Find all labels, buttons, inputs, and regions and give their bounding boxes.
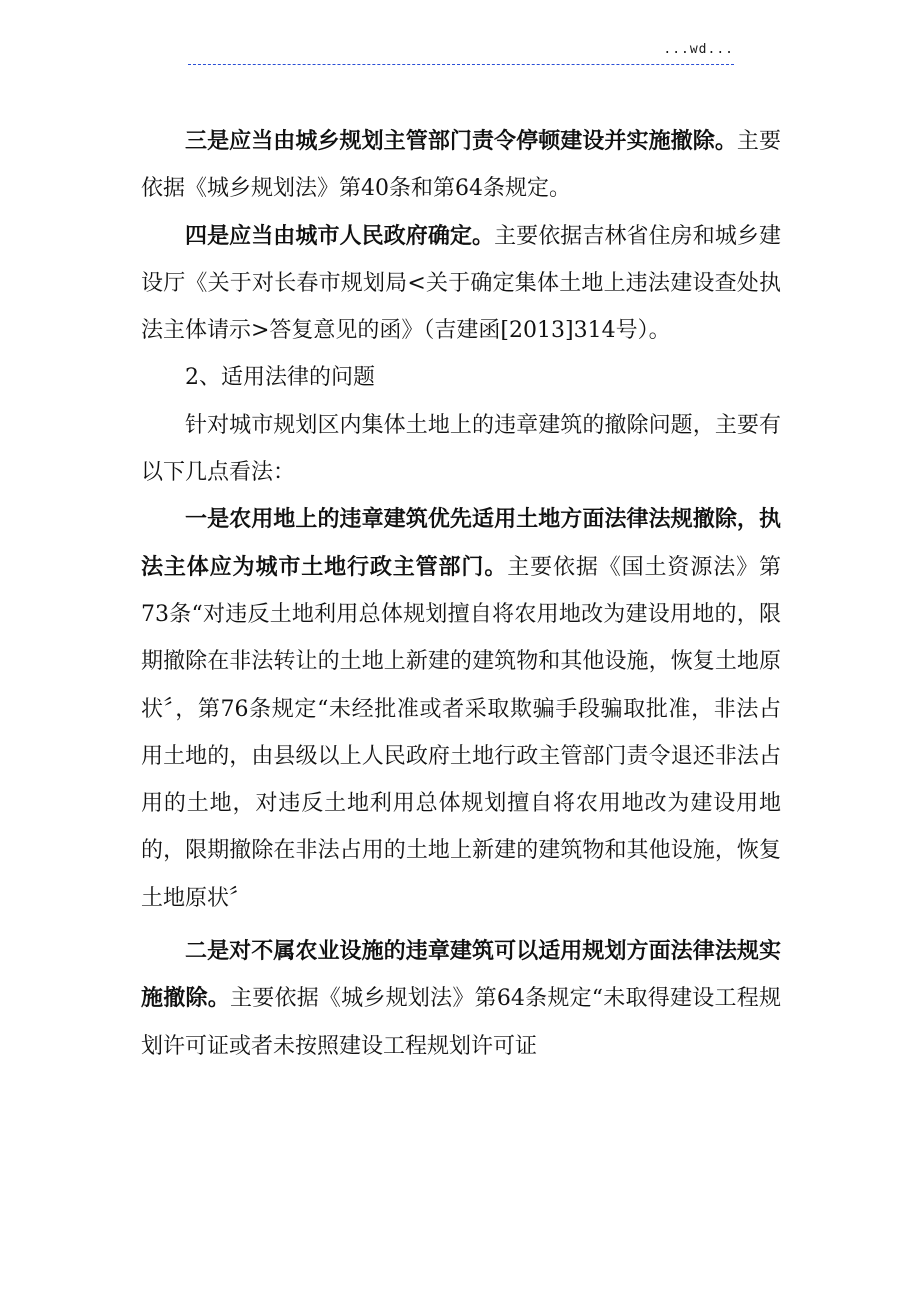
paragraph-text: 主要依据吉林省住房和城乡建设厅《关于对长春市规划局<关于确定集体土地上违法建设查处执法主体请示>答复意见的函》（吉建函[2013]314号）。 — [141, 223, 781, 344]
paragraph-farmland — [141, 496, 781, 922]
paragraph-lead: 二是对不属农业设施的违章建筑可以适用规划方面法律法规实施撤除。 — [141, 938, 781, 1012]
section-heading — [141, 354, 781, 401]
paragraph-lead: 四是应当由城市人民政府确定。 — [185, 222, 495, 249]
paragraph-text: 主要依据《城乡规划法》第40条和第64条规定。 — [141, 129, 781, 202]
header-watermark: ...wd... — [663, 42, 734, 57]
paragraph-demolition-authority — [141, 118, 781, 213]
paragraph-city-government — [141, 213, 781, 355]
paragraph-intro — [141, 402, 781, 497]
paragraph-text: 主要依据《城乡规划法》第64条规定“未取得建设工程规划许可证或者未按照建设工程规划许可证 — [141, 986, 781, 1059]
paragraph-lead: 一是农用地上的违章建筑优先适用土地方面法律法规撤除，执法主体应为城市土地行政主管部门。 — [141, 506, 781, 580]
document-body — [141, 118, 781, 1070]
paragraph-planning-law — [141, 928, 781, 1070]
paragraph-text: 针对城市规划区内集体土地上的违章建筑的撤除问题，主要有以下几点看法： — [141, 412, 781, 486]
paragraph-lead: 三是应当由城乡规划主管部门责令停顿建设并实施撤除。 — [185, 128, 737, 154]
page-header — [188, 38, 734, 65]
paragraph-text: 2、适用法律的问题 — [185, 365, 375, 391]
paragraph-text: 主要依据《国土资源法》第73条“对违反土地利用总体规划擅自将农用地改为建设用地的，限期撤除在非法转让的土地上新建的建筑物和其他设施，恢复土地原状〞，第76条规定“未经批准或者采取欺骗手段骗取批准，非法占用土地的，由县级以上人民政府土地行政主管部门责令退还非法占用的土地，对违反土地利用总体规划擅自将农用地改为建设用地的，限期撤除在非法占用的土地上新建的建筑物和其他设施，恢复土地原状〞 — [141, 554, 781, 911]
